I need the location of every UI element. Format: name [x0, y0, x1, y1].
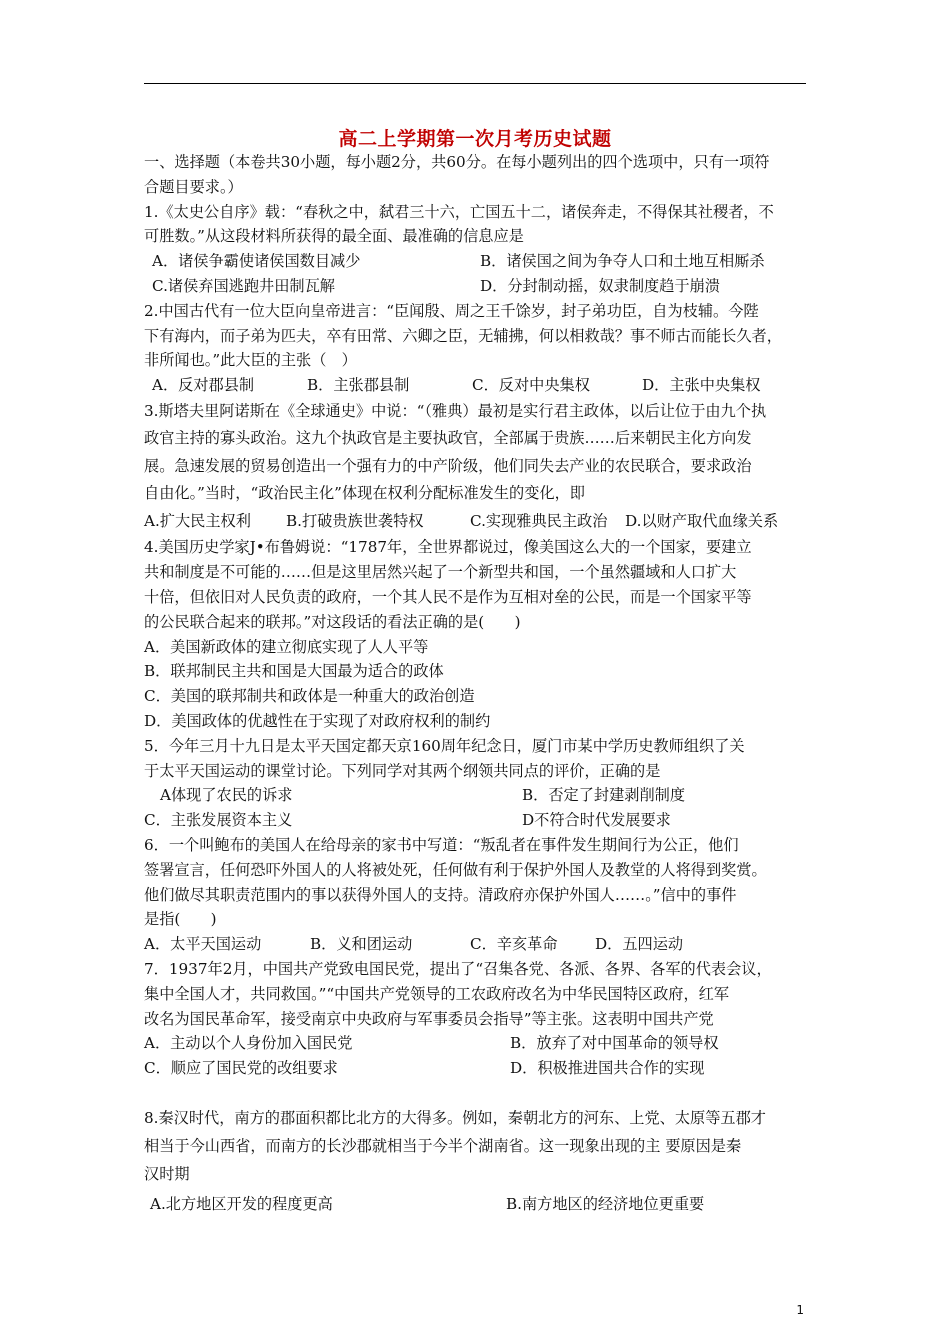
- stem-line: 展。急速发展的贸易创造出一个强有力的中产阶级，他们同失去产业的农民联合，要求政治: [144, 456, 752, 475]
- stem-line: 相当于今山西省，而南方的长沙郡就相当于今半个湖南省。这一现象出现的主 要原因是秦: [144, 1137, 742, 1155]
- question-1: [144, 200, 808, 299]
- option-a: A．太平天国运动: [144, 935, 262, 954]
- stem-line: 改名为国民革命军，接受南京中央政府与军事委员会指导”等主张。这表明中国共产党: [144, 1009, 714, 1028]
- question-8: [144, 1104, 808, 1218]
- option-b: B．义和团运动: [310, 935, 413, 954]
- option-c: C.诸侯弃国逃跑井田制瓦解: [152, 276, 335, 295]
- stem-line: 汉时期: [144, 1165, 190, 1183]
- page-number: 1: [796, 1303, 804, 1317]
- stem-line: 8.秦汉时代，南方的郡面积都比北方的大得多。例如，秦朝北方的河东、上党、太原等五郡才: [144, 1109, 766, 1127]
- question-4: [144, 535, 808, 733]
- option-a: A．诸侯争霸使诸侯国数目减少: [152, 252, 361, 271]
- question-3: [144, 398, 808, 536]
- option-c: C．辛亥革命: [470, 935, 558, 954]
- stem-line: 是指( ): [144, 910, 217, 929]
- option-b: B．否定了封建剥削制度: [522, 786, 686, 805]
- stem-line: 4.美国历史学家J•布鲁姆说：“1787年，全世界都说过，像美国这么大的一个国家，要建立: [144, 538, 752, 557]
- stem-line: 下有海内，而子弟为匹夫，卒有田常、六卿之臣，无辅拂，何以相救哉？事不师古而能长久者，: [144, 326, 782, 345]
- stem-line: 自由化。”当时，“政治民主化”体现在权利分配标准发生的变化，即: [144, 484, 585, 503]
- question-2: [144, 299, 808, 398]
- option-c: C．主张发展资本主义: [144, 811, 293, 830]
- stem-line: 7．1937年2月，中国共产党致电国民党，提出了“召集各党、各派、各界、各军的代表会议，: [144, 960, 772, 979]
- option-d: D.以财产取代血缘关系: [625, 511, 779, 530]
- stem-line: 十倍，但依旧对人民负责的政府，一个其人民不是作为互相对垒的公民，而是一个国家平等: [144, 588, 752, 607]
- option-d: D．五四运动: [595, 935, 684, 954]
- question-7: [144, 957, 808, 1081]
- option-b: B．联邦制民主共和国是大国最为适合的政体: [144, 662, 444, 681]
- question-6: [144, 833, 808, 957]
- option-c: C．反对中央集权: [472, 376, 590, 395]
- stem-line: 他们做尽其职责范围内的事以获得外国人的支持。清政府亦保护外国人……。”信中的事件: [144, 885, 737, 904]
- option-a: A．美国新政体的建立彻底实现了人人平等: [144, 637, 429, 656]
- option-b: B．诸侯国之间为争夺人口和土地互相厮杀: [480, 252, 765, 271]
- option-d: D．积极推进国共合作的实现: [510, 1059, 705, 1078]
- stem-line: 政官主持的寡头政治。这九个执政官是主要执政官，全部属于贵族……后来朝民主化方向发: [144, 429, 752, 448]
- stem-line: 1.《太史公自序》载：“春秋之中，弑君三十六，亡国五十二，诸侯奔走，不得保其社稷者，不: [144, 202, 774, 221]
- stem-line: 可胜数。”从这段材料所获得的最全面、最准确的信息应是: [144, 227, 524, 246]
- option-d: D不符合时代发展要求: [522, 811, 671, 830]
- question-5: [144, 734, 808, 833]
- blank-gap: [144, 1081, 808, 1104]
- stem-line: 签署宣言，任何恐吓外国人的人将被处死，任何做有利于保护外国人及教堂的人将得到奖赏。: [144, 860, 767, 879]
- option-b: B．主张郡县制: [307, 376, 410, 395]
- option-d: D．主张中央集权: [642, 376, 761, 395]
- option-a: A体现了农民的诉求: [160, 786, 293, 805]
- option-a: A.扩大民主权利: [144, 511, 251, 530]
- header-rule: [144, 83, 806, 84]
- option-d: D．分封制动摇，奴隶制度趋于崩溃: [480, 276, 720, 295]
- stem-line: 的公民联合起来的联邦。”对这段话的看法正确的是( ): [144, 612, 521, 631]
- section-line: 一、选择题（本卷共30小题，每小题2分，共60分。在每小题列出的四个选项中，只有一项符: [144, 153, 770, 171]
- option-c: C．顺应了国民党的改组要求: [144, 1059, 338, 1078]
- option-a: A．主动以个人身份加入国民党: [144, 1034, 353, 1053]
- option-b: B．放弃了对中国革命的领导权: [510, 1034, 719, 1053]
- option-a: A．反对郡县制: [152, 376, 255, 395]
- option-c: C．美国的联邦制共和政体是一种重大的政治创造: [144, 687, 475, 706]
- option-b: B.打破贵族世袭特权: [286, 511, 424, 530]
- stem-line: 3.斯塔夫里阿诺斯在《全球通史》中说：“（雅典）最初是实行君主政体，以后让位于由九个执: [144, 401, 767, 420]
- stem-line: 非所闻也。”此大臣的主张（ ）: [144, 351, 357, 370]
- stem-line: 共和制度是不可能的……但是这里居然兴起了一个新型共和国，一个虽然疆域和人口扩大: [144, 563, 737, 582]
- stem-line: 于太平天国运动的课堂讨论。下列同学对其两个纲领共同点的评价，正确的是: [144, 761, 661, 780]
- section-line: 合题目要求。）: [144, 177, 243, 196]
- option-c: C.实现雅典民主政治: [470, 511, 608, 530]
- stem-line: 5．今年三月十九日是太平天国定都天京160周年纪念日，厦门市某中学历史教师组织了关: [144, 736, 745, 755]
- option-a: A.北方地区开发的程度更高: [150, 1195, 333, 1213]
- option-d: D．美国政体的优越性在于实现了对政府权利的制约: [144, 712, 491, 731]
- exam-body: [144, 150, 808, 1218]
- stem-line: 集中全国人才，共同救国。”“中国共产党领导的工农政府改名为中华民国特区政府，红军: [144, 984, 730, 1003]
- stem-line: 2.中国古代有一位大臣向皇帝进言：“臣闻殷、周之王千馀岁，封子弟功臣，自为枝辅。今陛: [144, 301, 759, 320]
- option-b: B.南方地区的经济地位更重要: [506, 1195, 705, 1213]
- stem-line: 6．一个叫鲍布的美国人在给母亲的家书中写道：“叛乱者在事件发生期间行为公正，他们: [144, 836, 739, 855]
- exam-title: 高二上学期第一次月考历史试题: [338, 128, 612, 150]
